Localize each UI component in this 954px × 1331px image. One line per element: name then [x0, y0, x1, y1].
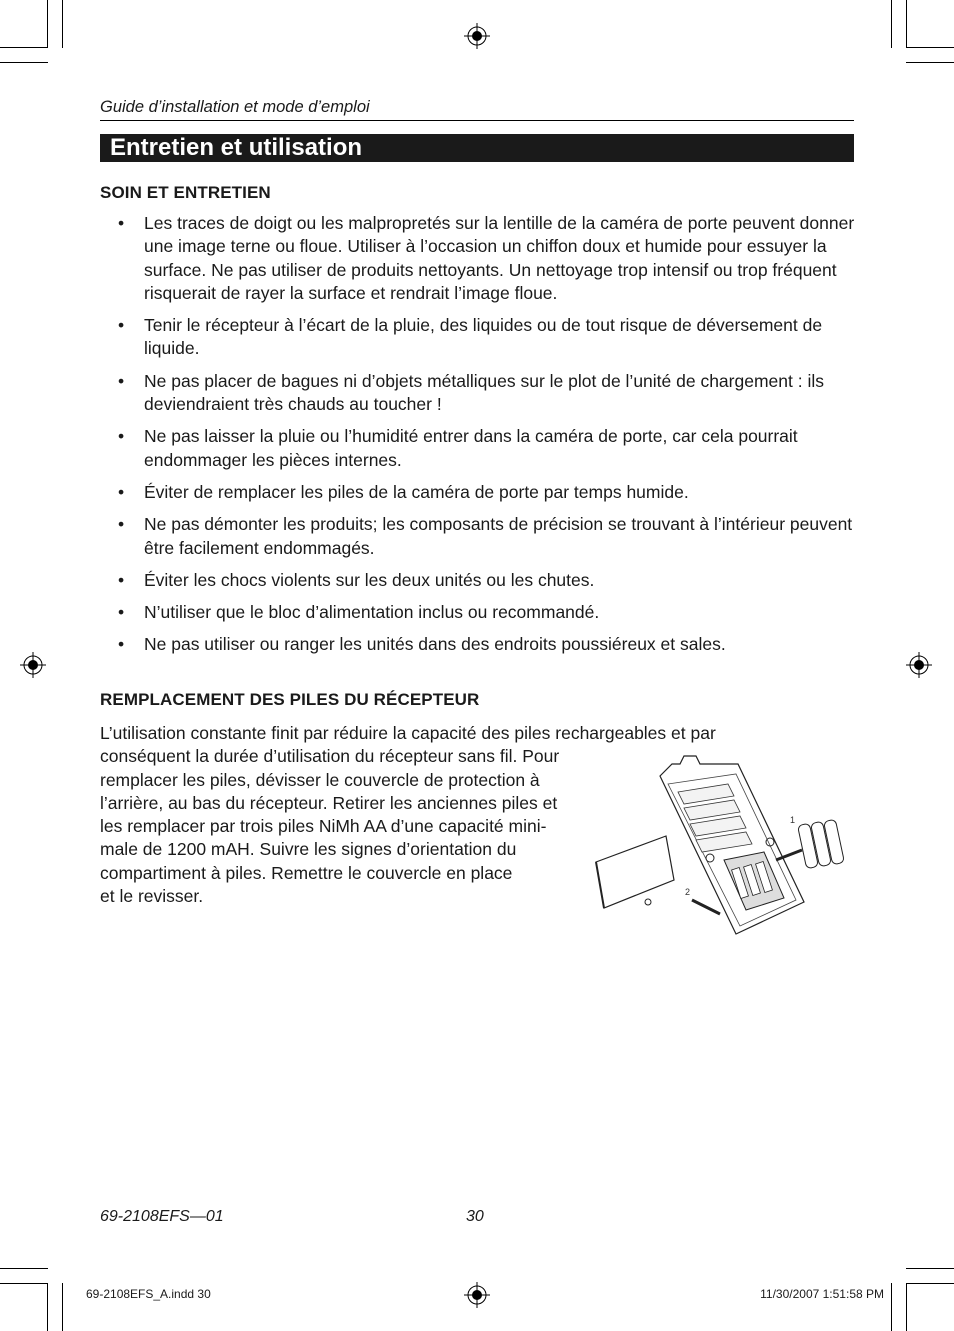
list-item — [100, 314, 860, 361]
header-rule — [100, 120, 854, 121]
crop-mark — [906, 47, 954, 48]
paragraph-line: L’utilisation constante finit par réduire la capacité des piles rechargeables et par — [100, 723, 716, 743]
list-item-text: Ne pas démonter les produits; les composants de précision se trouvant à l’intérieur peuvent être facilement endommagés. — [144, 514, 853, 558]
paragraph-line: et le revisser. — [100, 886, 204, 907]
crop-mark — [62, 0, 63, 48]
care-list — [100, 212, 860, 666]
crop-mark — [0, 62, 48, 63]
bullet-icon: • — [118, 514, 125, 535]
paragraph-line: male de 1200 mAH. Suivre les signes d’orientation du — [100, 839, 517, 860]
doc-number: 69-2108EFS—01 — [100, 1208, 224, 1225]
list-item-text: Les traces de doigt ou les malpropretés sur la lentille de la caméra de porte peuvent donner une image terne ou floue. Utiliser à l’occasion un chiffon doux et humide pour essuyer la surface. Ne pas utiliser de produits nettoyants. Un nettoyage trop intensif ou trop fréquent risquerait de rayer la surface et rendrait l’image floue. — [144, 213, 855, 303]
bullet-icon: • — [118, 315, 125, 336]
list-item-text: Éviter les chocs violents sur les deux unités ou les chutes. — [144, 569, 595, 590]
registration-mark-icon — [906, 652, 932, 678]
crop-mark — [891, 1283, 892, 1331]
bullet-icon: • — [118, 370, 125, 391]
paragraph-line: compartiment à piles. Remettre le couvercle en place — [100, 862, 513, 883]
crop-mark — [906, 1283, 907, 1331]
crop-mark — [891, 0, 892, 48]
crop-mark — [0, 1268, 48, 1269]
registration-mark-icon — [464, 1282, 490, 1308]
crop-mark — [906, 0, 907, 48]
bullet-icon: • — [118, 426, 125, 447]
slug-file: 69-2108EFS_A.indd 30 — [86, 1287, 211, 1301]
crop-mark — [62, 1283, 63, 1331]
care-heading: SOIN ET ENTRETIEN — [100, 183, 271, 202]
bullet-icon: • — [118, 213, 125, 233]
figure-label-1: 1 — [790, 815, 796, 825]
crop-mark — [47, 1283, 48, 1331]
battery-heading: REMPLACEMENT DES PILES DU RÉCEPTEUR — [100, 690, 480, 709]
paragraph-line: conséquent la durée d’utilisation du récepteur sans fil. Pour — [100, 746, 560, 767]
bullet-icon: • — [118, 602, 125, 623]
list-item — [100, 513, 860, 560]
section-title: Entretien et utilisation — [100, 134, 854, 162]
page-number: 30 — [466, 1208, 484, 1225]
paragraph-line: remplacer les piles, dévisser le couvercle de protection à — [100, 769, 540, 790]
list-item — [100, 633, 860, 656]
list-item — [100, 569, 860, 592]
list-item-text: N’utiliser que le bloc d’alimentation inclus ou recommandé. — [144, 602, 600, 623]
list-item-text: Éviter de remplacer les piles de la caméra de porte par temps humide. — [144, 481, 689, 502]
bullet-icon: • — [118, 481, 125, 502]
list-item-text: Ne pas laisser la pluie ou l’humidité entrer dans la caméra de porte, car cela pourrait endommager les pièces internes. — [144, 426, 798, 470]
crop-mark — [0, 47, 48, 48]
list-item-text: Tenir le récepteur à l’écart de la pluie, des liquides ou de tout risque de déversement de liquide. — [144, 315, 823, 359]
slug-date: 11/30/2007 1:51:58 PM — [760, 1287, 884, 1301]
crop-mark — [47, 0, 48, 48]
crop-mark — [906, 1283, 954, 1284]
figure-label-2: 2 — [685, 887, 691, 897]
guide-title: Guide d’installation et mode d’emploi — [100, 98, 370, 116]
list-item — [100, 370, 860, 417]
paragraph-line: l’arrière, au bas du récepteur. Retirer les anciennes piles et — [100, 792, 558, 813]
crop-mark — [0, 1283, 48, 1284]
list-item-text: Ne pas placer de bagues ni d’objets métalliques sur le plot de l’unité de chargement : ils deviendraient très chauds au toucher ! — [144, 370, 824, 415]
list-item — [100, 601, 860, 624]
bullet-icon: • — [118, 634, 125, 655]
list-item — [100, 481, 860, 504]
list-item-text: Ne pas utiliser ou ranger les unités dans des endroits poussiéreux et sales. — [144, 634, 726, 655]
list-item — [100, 212, 860, 305]
paragraph-line: les remplacer par trois piles NiMh AA d’une capacité mini- — [100, 816, 547, 837]
crop-mark — [906, 62, 954, 63]
battery-replacement-illustration — [588, 752, 854, 940]
bullet-icon: • — [118, 569, 125, 590]
registration-mark-icon — [20, 652, 46, 678]
list-item — [100, 425, 860, 472]
registration-mark-icon — [464, 23, 490, 49]
crop-mark — [906, 1268, 954, 1269]
